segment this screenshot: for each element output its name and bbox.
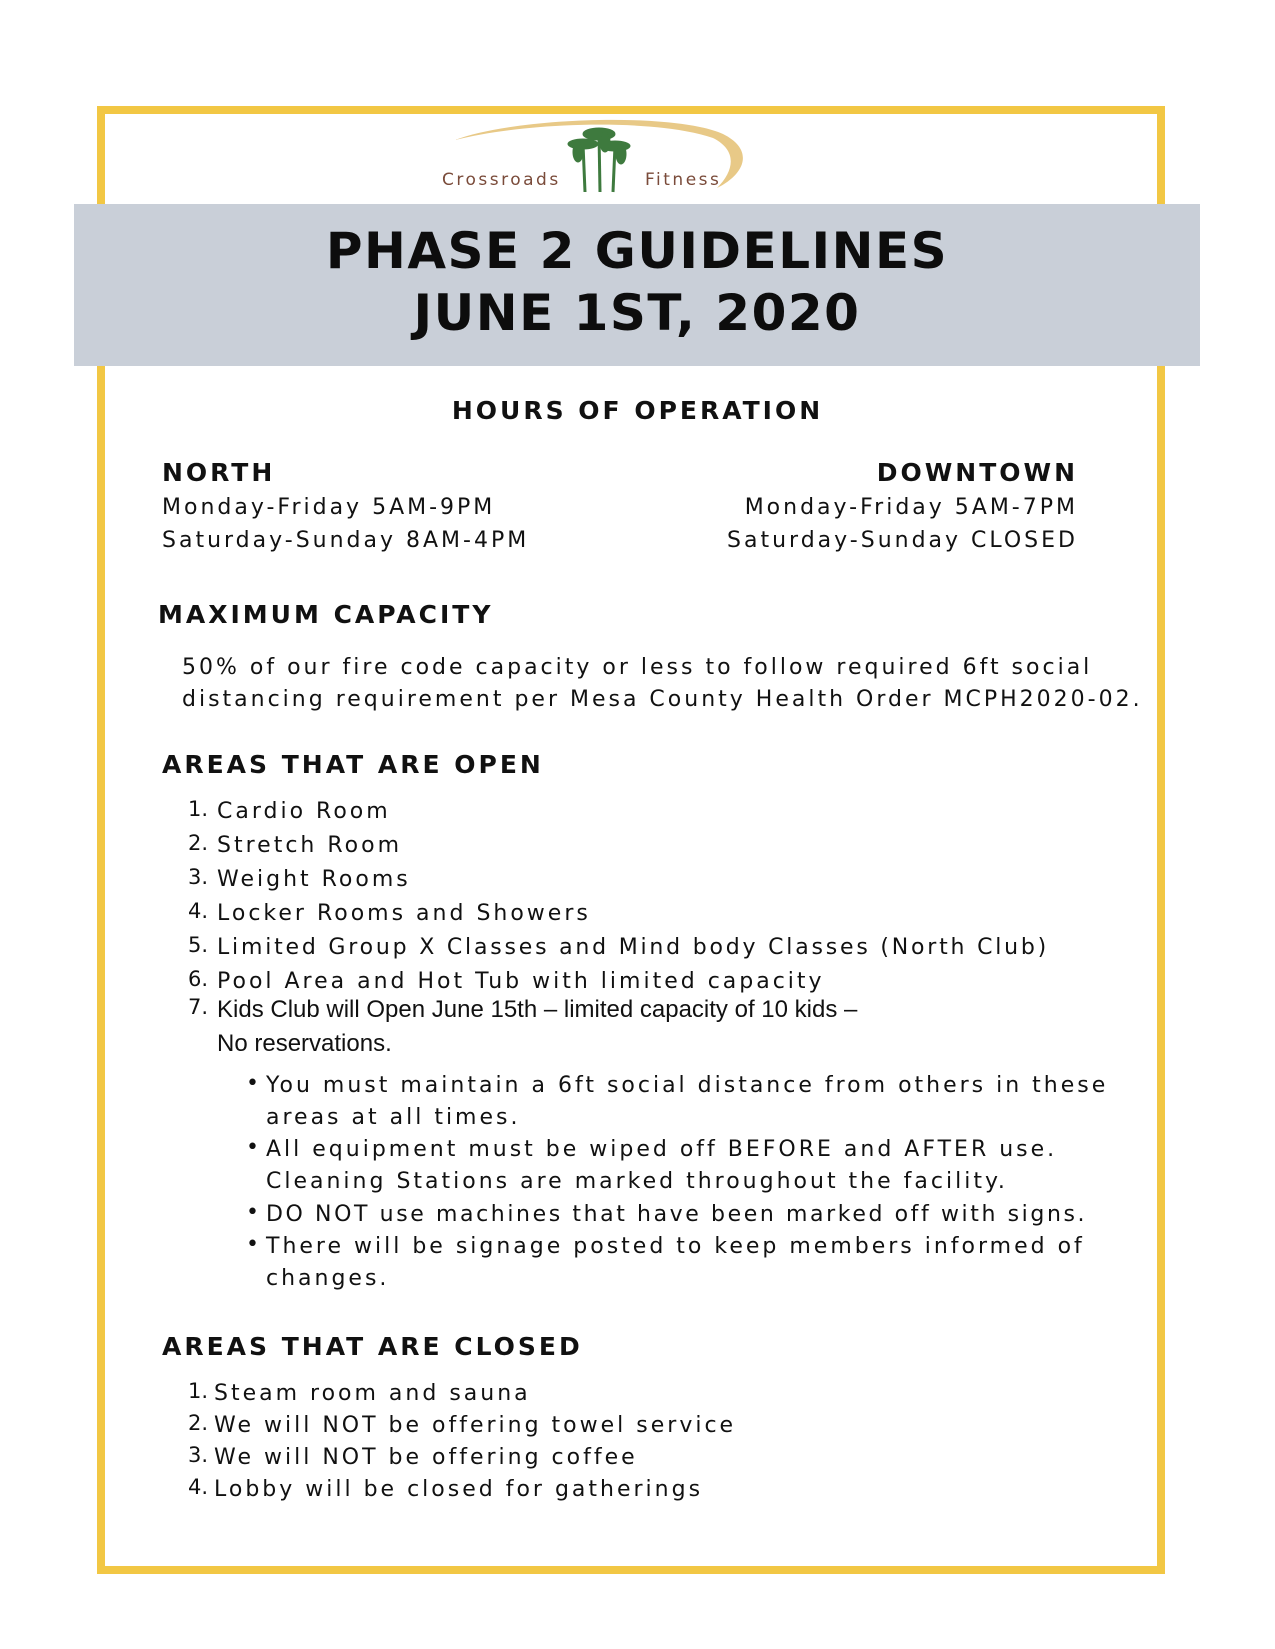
list-item-text: Stretch Room (217, 833, 402, 858)
bullet-icon: • (246, 1200, 259, 1225)
list-number: 2. (188, 1411, 209, 1435)
list-item-text: Locker Rooms and Showers (217, 901, 591, 926)
open-areas-heading: AREAS THAT ARE OPEN (162, 750, 544, 779)
note-text-continued: changes. (266, 1266, 390, 1291)
note-text: DO NOT use machines that have been marked off with signs. (266, 1202, 1088, 1227)
note-text-continued: areas at all times. (266, 1105, 521, 1130)
downtown-weekday-hours: Monday-Friday 5AM-7PM (744, 495, 1078, 520)
list-number: 4. (188, 899, 209, 923)
list-item-text: We will NOT be offering coffee (214, 1445, 638, 1470)
list-number: 3. (188, 1443, 209, 1467)
list-item-text: Limited Group X Classes and Mind body Classes (North Club) (217, 935, 1050, 960)
logo-text-fitness: Fitness (645, 170, 722, 190)
list-item-text: We will NOT be offering towel service (214, 1413, 737, 1438)
north-weekend-hours: Saturday-Sunday 8AM-4PM (162, 528, 530, 553)
list-item-text: Weight Rooms (217, 867, 411, 892)
title-banner (74, 204, 1200, 366)
bullet-icon: • (246, 1071, 259, 1096)
hours-heading: HOURS OF OPERATION (451, 396, 824, 425)
list-number: 5. (188, 933, 209, 957)
list-number: 7. (188, 995, 209, 1019)
bullet-icon: • (246, 1232, 259, 1257)
downtown-weekend-hours: Saturday-Sunday CLOSED (727, 528, 1078, 553)
list-number: 2. (188, 831, 209, 855)
page-title: PHASE 2 GUIDELINES (325, 222, 949, 280)
capacity-text-line1: 50% of our fire code capacity or less to follow required 6ft social (182, 655, 1093, 680)
note-text-continued: Cleaning Stations are marked throughout the facility. (266, 1169, 1008, 1194)
logo-text-crossroads: Crossroads (442, 170, 561, 190)
list-number: 4. (188, 1475, 209, 1499)
capacity-text-line2: distancing requirement per Mesa County Health Order MCPH2020-02. (182, 687, 1143, 712)
list-item-text: Kids Club will Open June 15th – limited capacity of 10 kids – (217, 996, 858, 1023)
list-item-text: Steam room and sauna (214, 1381, 531, 1406)
crossroads-fitness-logo (442, 112, 775, 202)
list-item-text: Lobby will be closed for gatherings (214, 1477, 704, 1502)
list-number: 1. (188, 797, 209, 821)
downtown-title: DOWNTOWN (876, 458, 1078, 487)
note-text: There will be signage posted to keep members informed of (266, 1234, 1085, 1259)
capacity-heading: MAXIMUM CAPACITY (158, 600, 494, 629)
page-date: JUNE 1ST, 2020 (413, 284, 861, 342)
list-item-text: Cardio Room (217, 799, 391, 824)
list-number: 3. (188, 865, 209, 889)
closed-areas-heading: AREAS THAT ARE CLOSED (162, 1332, 583, 1361)
north-weekday-hours: Monday-Friday 5AM-9PM (162, 495, 496, 520)
list-item-text: Pool Area and Hot Tub with limited capacity (217, 969, 825, 994)
note-text: All equipment must be wiped off BEFORE and AFTER use. (266, 1137, 1058, 1162)
list-number: 1. (188, 1379, 209, 1403)
note-text: You must maintain a 6ft social distance from others in these (266, 1073, 1109, 1098)
bullet-icon: • (246, 1135, 259, 1160)
list-number: 6. (188, 967, 209, 991)
list-item-text-continued: No reservations. (217, 1030, 392, 1057)
palm-trees-icon (568, 128, 630, 192)
north-title: NORTH (162, 458, 276, 487)
